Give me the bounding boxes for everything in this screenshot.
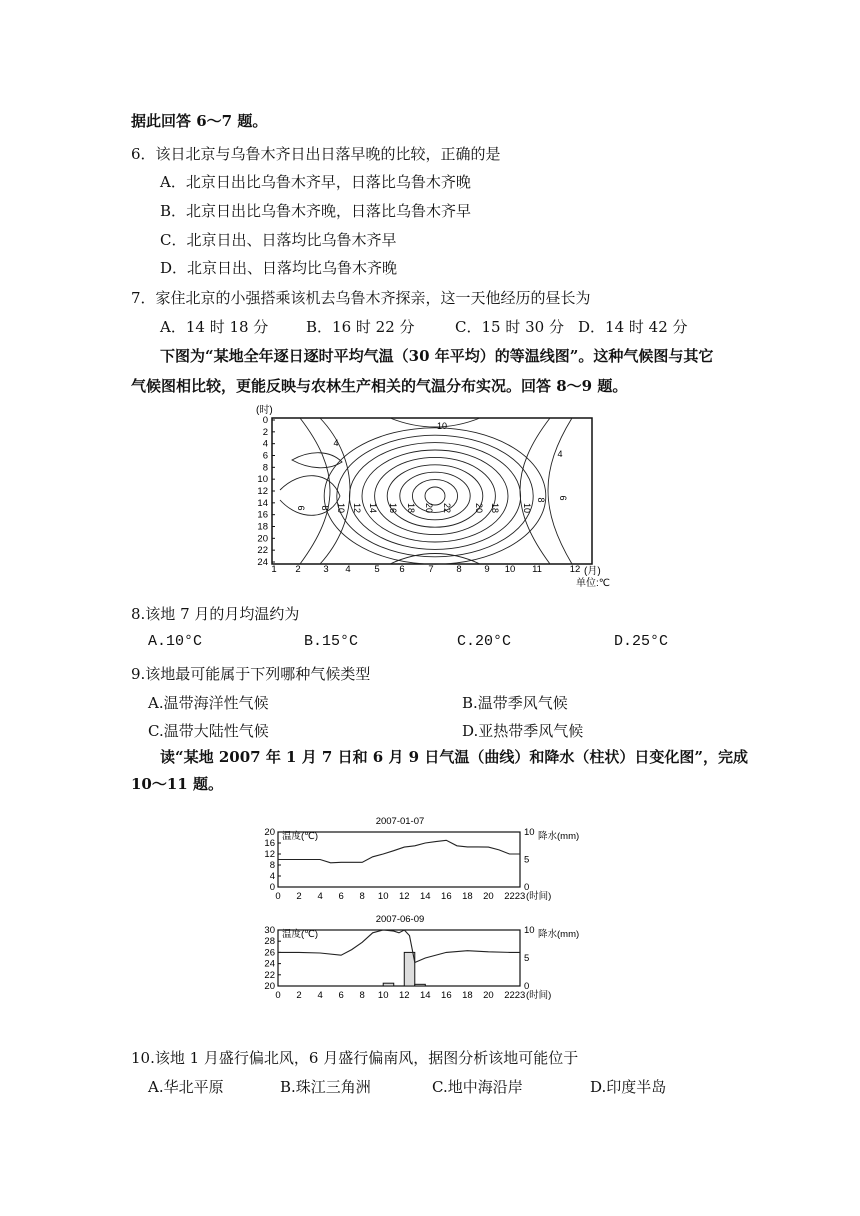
isotherm-contour bbox=[387, 465, 483, 527]
daily-charts bbox=[240, 810, 640, 1010]
chart-y-tick: 20 bbox=[264, 827, 275, 838]
isotherm-contour bbox=[300, 418, 330, 564]
chart-x-tick: 16 bbox=[441, 891, 452, 902]
chart-ylabel: 温度(℃) bbox=[282, 831, 318, 842]
chart-x-tick: 14 bbox=[420, 891, 431, 902]
isotherm-x-unit: (月) bbox=[584, 566, 601, 577]
chart-y-tick: 8 bbox=[269, 860, 275, 871]
isotherm-contour-label: 10 bbox=[336, 502, 346, 514]
chart-y-tick: 4 bbox=[269, 871, 275, 882]
isotherm-x-tick: 4 bbox=[345, 564, 351, 575]
isotherm-contour bbox=[375, 457, 496, 534]
chart-x-tick: 4 bbox=[317, 891, 323, 902]
chart-x-tick: 12 bbox=[398, 891, 410, 902]
chart-x-tick: 6 bbox=[338, 990, 344, 1001]
intro-8-9-line1: 下图为“某地全年逐日逐时平均气温（30 年平均）的等温线图”。这种气候图与其它 bbox=[160, 347, 714, 365]
isotherm-x-ticks bbox=[271, 564, 580, 575]
chart-x-tick: 12 bbox=[398, 990, 410, 1001]
isotherm-contour-label: 20 bbox=[424, 502, 434, 514]
isotherm-figure bbox=[240, 400, 620, 590]
isotherm-y-tick: 12 bbox=[257, 486, 268, 497]
isotherm-contour-label: 8 bbox=[536, 497, 546, 503]
isotherm-contour-label: 4 bbox=[557, 449, 563, 459]
chart-y2-tick: 5 bbox=[524, 953, 530, 964]
chart-y2-tick: 0 bbox=[524, 882, 530, 893]
q9-option-a: A.温带海洋性气候 bbox=[148, 694, 269, 712]
isotherm-contour-label: 20 bbox=[474, 502, 484, 514]
chart-x-tick: 8 bbox=[359, 891, 365, 902]
chart-y2-tick: 5 bbox=[524, 854, 530, 866]
chart-y2label: 降水(mm) bbox=[538, 831, 580, 842]
chart-y-tick: 0 bbox=[269, 882, 275, 893]
chart-y-tick: 20 bbox=[264, 981, 275, 992]
isotherm-contour bbox=[349, 443, 520, 550]
chart-y-tick: 28 bbox=[264, 936, 275, 948]
chart-y2-tick: 0 bbox=[524, 981, 530, 992]
isotherm-y-tick: 24 bbox=[257, 557, 268, 568]
q10-option-b: B.珠江三角洲 bbox=[280, 1078, 371, 1096]
isotherm-x-tick: 8 bbox=[456, 564, 462, 575]
q9-option-b: B.温带季风气候 bbox=[462, 694, 568, 712]
chart-x-tick: 18 bbox=[462, 891, 473, 902]
intro-10-11-line2: 10～11 题。 bbox=[131, 775, 223, 793]
isotherm-contour-label: 4 bbox=[333, 438, 339, 448]
isotherm-contour-label: 18 bbox=[406, 502, 416, 514]
q7-option-c: C．15 时 30 分 bbox=[455, 318, 564, 336]
isotherm-y-tick: 20 bbox=[257, 533, 268, 545]
chart-x-tick: 10 bbox=[377, 990, 389, 1001]
isotherm-x-tick: 12 bbox=[569, 564, 581, 575]
chart-x-tick: 0 bbox=[275, 990, 281, 1001]
isotherm-contour-label: 16 bbox=[388, 502, 398, 514]
isotherm-y-tick: 22 bbox=[257, 545, 268, 557]
q10-option-d: D.印度半岛 bbox=[590, 1078, 667, 1096]
q7-option-d: D．14 时 42 分 bbox=[578, 318, 688, 336]
isotherm-contour-label: 6 bbox=[296, 505, 306, 511]
isotherm-contour-label: 14 bbox=[368, 502, 378, 514]
chart-y2-tick: 10 bbox=[524, 925, 535, 936]
chart-x-tick: 23 bbox=[514, 990, 526, 1001]
chart-x-tick: 2 bbox=[296, 891, 302, 902]
chart-y-tick: 16 bbox=[264, 838, 275, 849]
chart-x-tick: 16 bbox=[441, 990, 452, 1001]
chart-y2label: 降水(mm) bbox=[538, 929, 580, 940]
isotherm-contour bbox=[362, 450, 508, 542]
isotherm-contour-label: 10 bbox=[436, 421, 448, 431]
precipitation-bar bbox=[383, 983, 394, 986]
q8-option-c: C.20°C bbox=[457, 633, 512, 650]
isotherm-y-tick: 6 bbox=[262, 450, 268, 462]
isotherm-y-tick: 10 bbox=[257, 474, 268, 486]
chart-y-tick: 24 bbox=[264, 958, 275, 970]
isotherm-y-tick: 18 bbox=[257, 521, 268, 533]
chart-ylabel: 温度(℃) bbox=[282, 929, 318, 940]
isotherm-contour-label: 12 bbox=[352, 502, 362, 514]
q7-option-b: B．16 时 22 分 bbox=[306, 318, 415, 336]
q9-option-c: C.温带大陆性气候 bbox=[148, 722, 269, 740]
chart-title: 2007-01-07 bbox=[375, 816, 425, 827]
isotherm-contour bbox=[390, 554, 480, 565]
q7-option-a: A．14 时 18 分 bbox=[160, 318, 269, 336]
chart-xlabel: (时间) bbox=[526, 990, 552, 1001]
isotherm-x-tick: 7 bbox=[428, 564, 434, 575]
isotherm-contour-label: 10 bbox=[522, 502, 532, 514]
chart-y-tick: 26 bbox=[264, 947, 275, 959]
isotherm-y-unit: (时) bbox=[256, 405, 273, 416]
precipitation-bar bbox=[404, 952, 415, 986]
chart-x-tick: 22 bbox=[504, 891, 515, 902]
chart-y-tick: 12 bbox=[264, 849, 275, 860]
isotherm-contour bbox=[337, 435, 533, 557]
q6-option-d: D．北京日出、日落均比乌鲁木齐晚 bbox=[160, 259, 398, 277]
isotherm-y-tick: 16 bbox=[257, 509, 268, 521]
isotherm-x-tick: 5 bbox=[374, 564, 380, 575]
intro-8-9-line2: 气候图相比较，更能反映与农林生产相关的气温分布实况。回答 8～9 题。 bbox=[131, 377, 628, 395]
isotherm-contour bbox=[390, 418, 480, 427]
isotherm-x-tick: 6 bbox=[399, 564, 405, 575]
isotherm-y-tick: 0 bbox=[262, 415, 268, 426]
chart-x-tick: 18 bbox=[462, 990, 473, 1001]
chart-x-tick: 8 bbox=[359, 990, 365, 1001]
q8-stem: 8.该地 7 月的月均温约为 bbox=[131, 605, 300, 623]
q6-option-a: A．北京日出比乌鲁木齐早，日落比乌鲁木齐晚 bbox=[160, 173, 471, 191]
chart-x-tick: 2 bbox=[296, 990, 302, 1001]
isotherm-y-tick: 4 bbox=[262, 438, 268, 450]
chart-x-tick: 10 bbox=[377, 891, 389, 902]
isotherm-contour bbox=[280, 476, 340, 516]
q6-option-c: C．北京日出、日落均比乌鲁木齐早 bbox=[160, 231, 397, 249]
chart-x-tick: 20 bbox=[483, 891, 494, 902]
chart-x-tick: 6 bbox=[338, 891, 344, 902]
isotherm-contour-label: 22 bbox=[442, 502, 452, 514]
isotherm-x-tick: 10 bbox=[504, 564, 516, 575]
isotherm-x-tick: 2 bbox=[295, 564, 301, 575]
isotherm-unit-note: 单位:℃ bbox=[576, 578, 611, 589]
intro-6-7: 据此回答 6～7 题。 bbox=[131, 112, 268, 130]
isotherm-x-tick: 9 bbox=[484, 564, 490, 575]
isotherm-y-tick: 2 bbox=[262, 426, 268, 438]
q7-stem: 7．家住北京的小强搭乘该机去乌鲁木齐探亲，这一天他经历的昼长为 bbox=[131, 289, 591, 307]
q10-stem: 10.该地 1 月盛行偏北风，6 月盛行偏南风，据图分析该地可能位于 bbox=[131, 1049, 579, 1067]
isotherm-x-tick: 3 bbox=[323, 564, 329, 575]
chart-x-tick: 23 bbox=[514, 891, 526, 902]
chart-y-tick: 22 bbox=[264, 969, 275, 981]
chart-x-tick: 14 bbox=[420, 990, 431, 1001]
isotherm-contour-label: 18 bbox=[490, 502, 500, 514]
q8-option-b: B.15°C bbox=[304, 633, 359, 650]
isotherm-y-tick: 14 bbox=[257, 497, 268, 509]
chart-jan-07 bbox=[264, 816, 579, 902]
chart-x-tick: 4 bbox=[317, 990, 323, 1001]
q10-option-c: C.地中海沿岸 bbox=[432, 1078, 523, 1096]
q9-stem: 9.该地最可能属于下列哪种气候类型 bbox=[131, 665, 371, 683]
q9-option-d: D.亚热带季风气候 bbox=[462, 722, 584, 740]
intro-10-11-line1: 读“某地 2007 年 1 月 7 日和 6 月 9 日气温（曲线）和降水（柱状）日变化图”，完成 bbox=[160, 748, 748, 766]
isotherm-x-tick: 11 bbox=[532, 564, 542, 575]
isotherm-x-tick: 1 bbox=[271, 564, 277, 575]
q6-option-b: B．北京日出比乌鲁木齐晚，日落比乌鲁木齐早 bbox=[160, 202, 472, 220]
isotherm-contour-label: 6 bbox=[558, 495, 568, 501]
chart-x-tick: 20 bbox=[483, 990, 494, 1001]
precipitation-bar bbox=[415, 984, 426, 986]
chart-title: 2007-06-09 bbox=[375, 914, 425, 925]
chart-x-tick: 0 bbox=[275, 891, 281, 902]
chart-y-tick: 30 bbox=[264, 925, 275, 936]
chart-x-tick: 22 bbox=[504, 990, 515, 1001]
q10-option-a: A.华北平原 bbox=[148, 1078, 224, 1096]
chart-jun-09 bbox=[264, 914, 579, 1001]
chart-y2-tick: 10 bbox=[524, 827, 535, 838]
isotherm-y-tick: 8 bbox=[262, 462, 268, 474]
q8-option-d: D.25°C bbox=[614, 633, 669, 650]
isotherm-contour bbox=[292, 453, 342, 468]
temperature-line bbox=[278, 840, 520, 863]
chart-xlabel: (时间) bbox=[526, 891, 552, 902]
q6-stem: 6．该日北京与乌鲁木齐日出日落早晚的比较，正确的是 bbox=[131, 145, 501, 163]
isotherm-contour-label: 8 bbox=[320, 505, 330, 511]
isotherm-contour bbox=[324, 428, 546, 564]
isotherm-contours bbox=[280, 418, 572, 564]
q8-option-a: A.10°C bbox=[148, 633, 203, 650]
isotherm-contour bbox=[548, 418, 572, 564]
